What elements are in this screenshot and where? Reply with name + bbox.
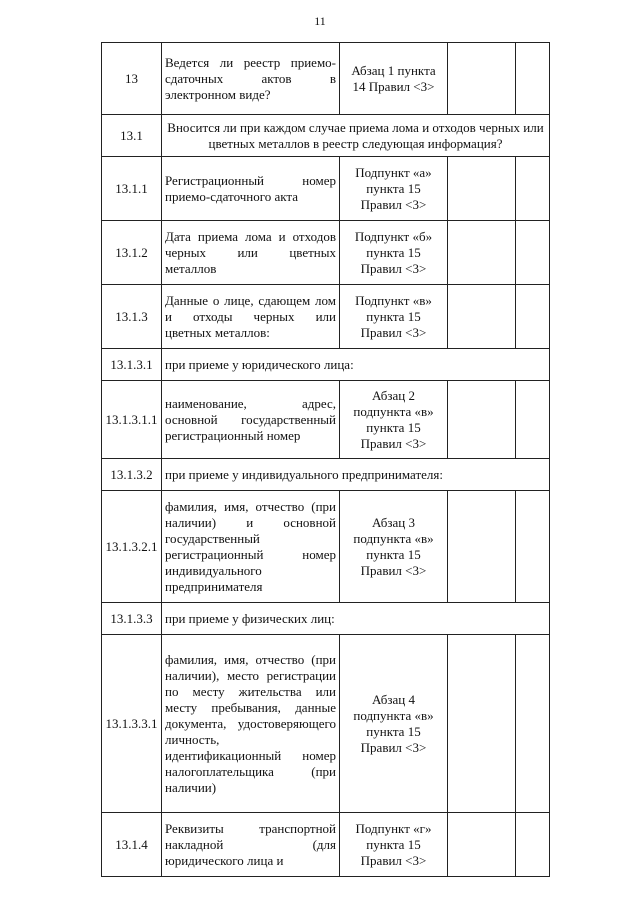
question-cell	[162, 285, 340, 349]
page-number: 11	[314, 14, 326, 28]
reference-cell	[340, 635, 448, 813]
question-line: налогоплательщика (при	[165, 763, 336, 779]
reference-cell	[340, 491, 448, 603]
section-heading	[162, 603, 550, 635]
reference-line: подпункта «в»	[353, 403, 434, 419]
reference-line: пункта 15	[366, 419, 421, 435]
reference-line: пункта 15	[366, 836, 421, 852]
table-row	[102, 285, 550, 349]
question-line: регистрационный номер	[165, 427, 301, 443]
table-row	[102, 157, 550, 221]
row-number: 13.1.1	[102, 157, 162, 221]
question-line: наличии), место регистрации	[165, 667, 336, 683]
table-row	[102, 813, 550, 877]
answer-cell[interactable]	[448, 43, 516, 115]
note-cell[interactable]	[516, 221, 550, 285]
note-cell[interactable]	[516, 381, 550, 459]
question-line: фамилия, имя, отчество (при	[165, 498, 336, 514]
reference-line: пункта 15	[366, 308, 421, 324]
question-line: месту пребывания, данные	[165, 699, 336, 715]
reference-line: Подпункт «а»	[355, 164, 432, 180]
table-row	[102, 43, 550, 115]
heading-line: цветных металлов в реестр следующая информация?	[208, 135, 503, 151]
question-line: Реквизиты транспортной	[165, 820, 336, 836]
reference-line: Абзац 2	[372, 387, 415, 403]
checklist-table	[101, 42, 550, 877]
reference-line: подпункта «в»	[353, 707, 434, 723]
question-line: черных или цветных	[165, 244, 336, 260]
reference-line: Подпункт «г»	[355, 820, 432, 836]
note-cell[interactable]	[516, 635, 550, 813]
question-line: по месту жительства или	[165, 683, 336, 699]
question-line: Ведется ли реестр приемо-	[165, 54, 336, 70]
question-line: электронном виде?	[165, 86, 271, 102]
row-number: 13.1.2	[102, 221, 162, 285]
question-line: наличии) и основной	[165, 514, 336, 530]
reference-line: пункта 15	[366, 244, 421, 260]
row-number: 13.1.3.1.1	[102, 381, 162, 459]
question-line: накладной (для	[165, 836, 336, 852]
row-number: 13.1	[102, 115, 162, 157]
answer-cell[interactable]	[448, 491, 516, 603]
question-line: металлов	[165, 260, 217, 276]
answer-cell[interactable]	[448, 381, 516, 459]
section-heading	[162, 349, 550, 381]
reference-line: Правил <3>	[360, 435, 427, 451]
note-cell[interactable]	[516, 157, 550, 221]
table-row	[102, 221, 550, 285]
question-line: юридического лица и	[165, 852, 284, 868]
answer-cell[interactable]	[448, 221, 516, 285]
reference-line: Подпункт «в»	[355, 292, 432, 308]
reference-line: Абзац 1 пункта	[351, 62, 436, 78]
reference-line: Правил <3>	[360, 852, 427, 868]
question-line: приемо-сдаточного акта	[165, 188, 299, 204]
row-number: 13.1.3.3.1	[102, 635, 162, 813]
reference-line: Абзац 3	[372, 514, 415, 530]
question-cell	[162, 157, 340, 221]
question-line: основной государственный	[165, 411, 336, 427]
note-cell[interactable]	[516, 43, 550, 115]
note-cell[interactable]	[516, 491, 550, 603]
answer-cell[interactable]	[448, 635, 516, 813]
section-heading	[162, 459, 550, 491]
reference-line: пункта 15	[366, 180, 421, 196]
question-line: фамилия, имя, отчество (при	[165, 651, 336, 667]
reference-cell	[340, 381, 448, 459]
row-number: 13	[102, 43, 162, 115]
row-number: 13.1.4	[102, 813, 162, 877]
question-line: документа, удостоверяющего	[165, 715, 336, 731]
question-line: наименование, адрес,	[165, 395, 336, 411]
note-cell[interactable]	[516, 285, 550, 349]
checklist-rows	[102, 43, 550, 877]
table-row	[102, 381, 550, 459]
question-line: идентификационный номер	[165, 747, 336, 763]
question-line: наличии)	[165, 779, 217, 795]
table-row	[102, 491, 550, 603]
section-heading	[162, 115, 550, 157]
table-row	[102, 349, 550, 381]
question-line: государственный	[165, 530, 260, 546]
table-row	[102, 459, 550, 491]
answer-cell[interactable]	[448, 157, 516, 221]
question-line: индивидуального	[165, 562, 262, 578]
reference-line: пункта 15	[366, 546, 421, 562]
row-number: 13.1.3.2	[102, 459, 162, 491]
reference-line: Подпункт «б»	[354, 228, 433, 244]
reference-cell	[340, 221, 448, 285]
row-number: 13.1.3.3	[102, 603, 162, 635]
note-cell[interactable]	[516, 813, 550, 877]
table-row	[102, 635, 550, 813]
reference-cell	[340, 813, 448, 877]
row-number: 13.1.3.2.1	[102, 491, 162, 603]
question-line: предпринимателя	[165, 578, 263, 594]
question-cell	[162, 635, 340, 813]
reference-cell	[340, 43, 448, 115]
question-line: Регистрационный номер	[165, 172, 336, 188]
answer-cell[interactable]	[448, 813, 516, 877]
reference-line: Правил <3>	[360, 739, 427, 755]
reference-line: пункта 15	[366, 723, 421, 739]
question-line: личность,	[165, 731, 220, 747]
reference-cell	[340, 157, 448, 221]
question-cell	[162, 43, 340, 115]
question-cell	[162, 491, 340, 603]
reference-line: подпункта «в»	[353, 530, 434, 546]
reference-cell	[340, 285, 448, 349]
reference-line: Правил <3>	[360, 562, 427, 578]
row-number: 13.1.3.1	[102, 349, 162, 381]
question-line: сдаточных актов в	[165, 70, 336, 86]
heading-line: при приеме у физических лиц:	[165, 610, 335, 626]
question-cell	[162, 221, 340, 285]
reference-line: Правил <3>	[360, 324, 427, 340]
answer-cell[interactable]	[448, 285, 516, 349]
question-line: Дата приема лома и отходов	[165, 228, 336, 244]
table-row	[102, 603, 550, 635]
row-number: 13.1.3	[102, 285, 162, 349]
reference-line: Абзац 4	[372, 691, 415, 707]
question-cell	[162, 813, 340, 877]
table-row	[102, 115, 550, 157]
heading-line: Вносится ли при каждом случае приема лома и отходов черных или	[167, 119, 544, 135]
heading-line: при приеме у юридического лица:	[165, 356, 354, 372]
reference-line: 14 Правил <3>	[352, 78, 435, 94]
heading-line: при приеме у индивидуального предпринимателя:	[165, 466, 443, 482]
question-line: цветных металлов:	[165, 324, 270, 340]
reference-line: Правил <3>	[360, 196, 427, 212]
question-cell	[162, 381, 340, 459]
question-line: Данные о лице, сдающем лом	[165, 292, 336, 308]
reference-line: Правил <3>	[360, 260, 427, 276]
question-line: регистрационный номер	[165, 546, 336, 562]
question-line: и отходы черных или	[165, 308, 336, 324]
